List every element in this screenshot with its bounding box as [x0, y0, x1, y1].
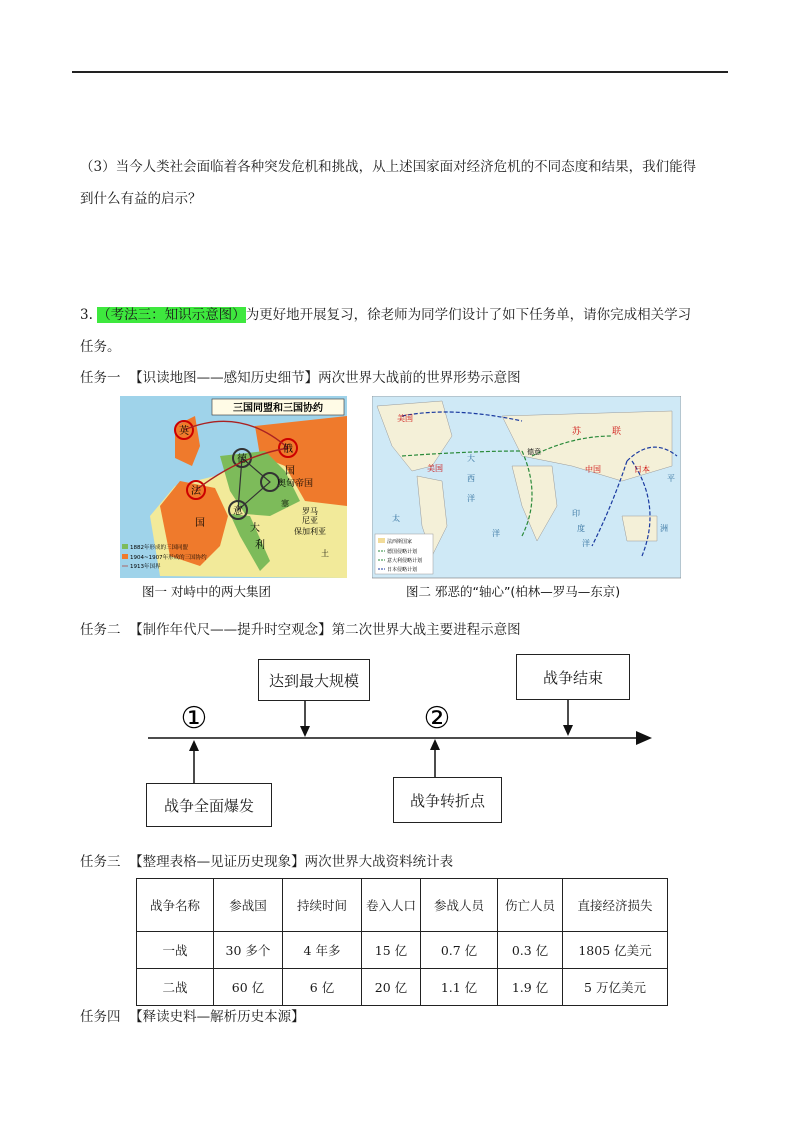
- table-header-cell: 参战人员: [421, 879, 498, 932]
- table-header-cell: 直接经济损失: [563, 879, 668, 932]
- task-3-label: 任务三: [80, 854, 121, 870]
- timeline-axis-arrowhead: [636, 731, 652, 745]
- table-header-cell: 伤亡人员: [498, 879, 563, 932]
- task-2-title: 【制作年代尺——提升时空观念】第二次世界大战主要进程示意图: [129, 622, 521, 638]
- map-2-label-11: 平: [667, 474, 675, 483]
- map-1-label-4: 国: [285, 466, 295, 477]
- map-2-label-8: 西: [467, 474, 475, 483]
- table-header-cell: 参战国: [214, 879, 283, 932]
- table-cell: 15 亿: [362, 932, 421, 969]
- map-2-label-10: 太: [392, 514, 400, 523]
- map-1-label-8: 大: [250, 523, 260, 534]
- map-2-label-4: 德意: [527, 448, 541, 456]
- task-2-label: 任务二: [80, 622, 121, 638]
- table-cell: 6 亿: [283, 969, 362, 1006]
- table-cell: 1805 亿美元: [563, 932, 668, 969]
- table-cell: 20 亿: [362, 969, 421, 1006]
- map-1-label-9: 利: [255, 540, 265, 551]
- map-2-legend-3: 日本侵略计划: [387, 567, 418, 573]
- war-statistics-table: [136, 878, 668, 1006]
- method-tag: （考法三：知识示意图）: [97, 307, 246, 323]
- question-3-stem-line-2: 任务。: [80, 339, 121, 355]
- map-2-label-6: 日本: [634, 465, 650, 474]
- box-war-end: 战争结束: [516, 654, 630, 700]
- map-1-label-10: 罗马: [302, 507, 318, 516]
- map-2-label-7: 大: [467, 454, 475, 463]
- table-cell: 30 多个: [214, 932, 283, 969]
- map-1-legend-2: 1913年国界: [130, 564, 161, 570]
- map-2-caption: 图二 邪恶的“轴心”(柏林—罗马—东京): [406, 584, 621, 599]
- question-text: 为更好地开展复习，徐老师为同学们设计了如下任务单，请你完成相关学习: [245, 307, 692, 323]
- table-cell: 1.1 亿: [421, 969, 498, 1006]
- map-1-label-5: 德: [237, 454, 247, 465]
- map-1-legend-1: 1904~1907年形成的三国协约: [130, 555, 207, 561]
- map-2-legend-1: 德国侵略计划: [387, 549, 418, 555]
- table-cell: 二战: [137, 969, 214, 1006]
- map-2-label-12: 洋: [492, 529, 500, 538]
- map-1-label-13: 土: [321, 549, 329, 558]
- map-2-legend-2: 意大利侵略计划: [387, 558, 423, 564]
- map-1-label-7: 意: [233, 506, 243, 517]
- map-2-label-9: 洋: [467, 494, 475, 503]
- task-3-title: 【整理表格—见证历史现象】两次世界大战资料统计表: [129, 854, 454, 870]
- table-cell: 60 亿: [214, 969, 283, 1006]
- table-cell: 0.7 亿: [421, 932, 498, 969]
- map-1-label-1: 法: [191, 486, 201, 497]
- map-1-label-3: 俄: [283, 444, 293, 455]
- map-1-label-11: 尼亚: [302, 516, 318, 525]
- question-3-part-3-line-2: 到什么有益的启示？: [80, 191, 202, 207]
- map-1-label-6: 奥匈帝国: [276, 479, 314, 489]
- map-2-label-15: 洋: [582, 539, 590, 548]
- table-row: [137, 932, 668, 969]
- question-number: 3.: [80, 307, 93, 323]
- map-2-label-5: 中国: [585, 465, 601, 474]
- box-max-scale: 达到最大规模: [258, 659, 370, 701]
- map-1-legend-0: 1882年形成的三国同盟: [130, 545, 188, 551]
- map-2-label-16: 洲: [660, 524, 668, 533]
- table-cell: 0.3 亿: [498, 932, 563, 969]
- task-1-label: 任务一: [80, 370, 121, 386]
- map-2-label-3: 联: [612, 427, 622, 437]
- map-1-label-14: 塞: [281, 499, 289, 508]
- timeline-marker-2: ②: [423, 701, 451, 736]
- box-turning-point: 战争转折点: [393, 777, 502, 823]
- map-2-label-14: 度: [577, 524, 585, 533]
- map-1-banner: 三国同盟和三国协约: [233, 403, 323, 414]
- table-header-cell: 持续时间: [283, 879, 362, 932]
- map-1-caption: 图一 对峙中的两大集团: [142, 584, 271, 599]
- task-1-title: 【识读地图——感知历史细节】两次世界大战前的世界形势示意图: [129, 370, 521, 386]
- task-4-heading: [80, 1007, 305, 1027]
- question-3-part-3-line-1: （3）当今人类社会面临着各种突发危机和挑战，从上述国家面对经济危机的不同态度和结果，我们能得: [80, 159, 697, 175]
- task-3-heading: [80, 852, 453, 872]
- table-header-row: [137, 879, 668, 932]
- table-cell: 一战: [137, 932, 214, 969]
- map-2-legend-0: 法西斯国家: [387, 539, 413, 545]
- map-2-label-0: 美国: [397, 414, 413, 423]
- map-1-label-12: 保加利亚: [294, 527, 326, 536]
- map-1-label-0: 英: [179, 426, 189, 437]
- map-2-label-1: 美国: [427, 464, 443, 473]
- map-2-label-13: 印: [572, 509, 580, 518]
- map-2-label-2: 苏: [572, 427, 582, 437]
- table-cell: 5 万亿美元: [563, 969, 668, 1006]
- task-4-label: 任务四: [80, 1009, 121, 1025]
- task-4-title: 【释读史料—解析历史本源】: [129, 1009, 305, 1025]
- map-1-label-2: 国: [195, 518, 205, 529]
- box-full-outbreak: 战争全面爆发: [146, 783, 272, 827]
- table-header-cell: 战争名称: [137, 879, 214, 932]
- table-cell: 4 年多: [283, 932, 362, 969]
- table-header-cell: 卷入人口: [362, 879, 421, 932]
- table-row: [137, 969, 668, 1006]
- table-cell: 1.9 亿: [498, 969, 563, 1006]
- timeline-marker-1: ①: [180, 701, 208, 736]
